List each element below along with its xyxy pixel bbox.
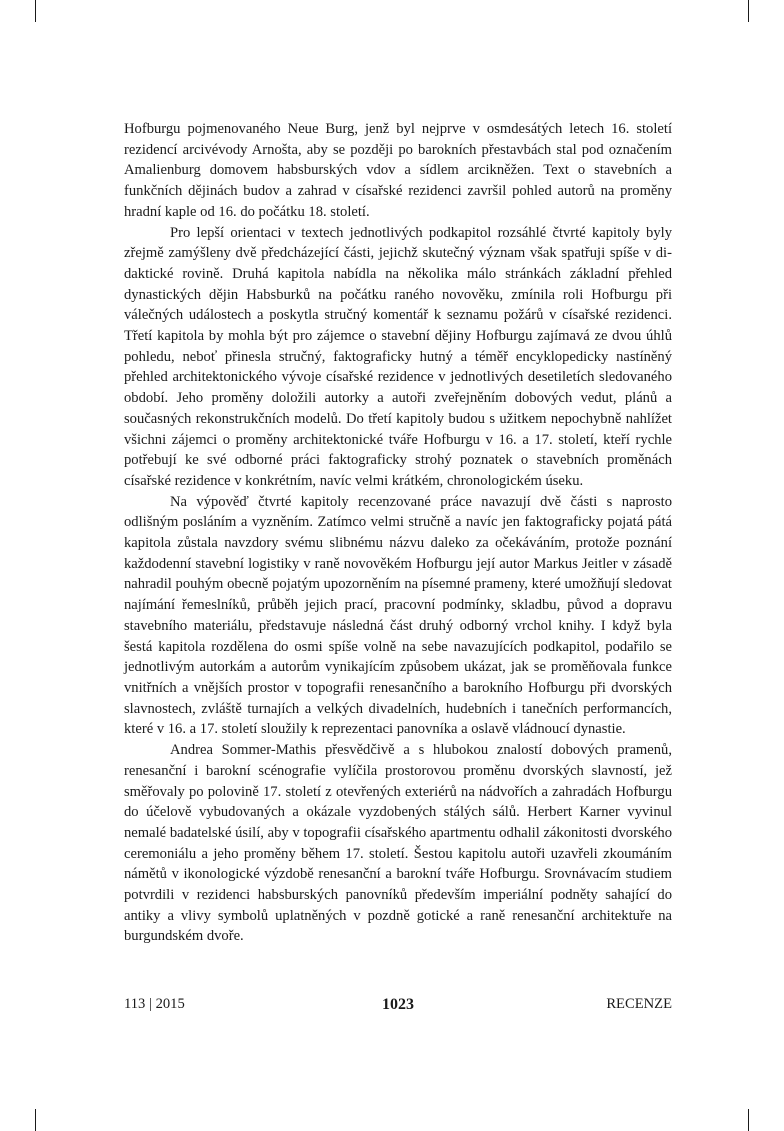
crop-mark-bottom-left [35, 1109, 36, 1131]
body-text [124, 119, 672, 947]
section-label: RECENZE [606, 996, 672, 1012]
crop-mark-top-right [748, 0, 749, 22]
page-number: 1023 [382, 996, 414, 1013]
paragraph-1: Hofburgu pojmenovaného Neue Burg, jenž byl nejprve v osmdesátých letech 16. století rezidencí arcivévody Arnošta, aby se později po barokních přestavbách stal pod označením Amalienburg domovem habsburských vdov a sídlem arcikněžen. Text o stavebních a funkčních dějinách budov a zahrad v císařské rezidenci završil pohled autorů na proměny hradní kaple od 16. do počátku 18. století. [124, 121, 672, 220]
page-footer [124, 996, 672, 1020]
crop-mark-top-left [35, 0, 36, 22]
paragraph-4: Andrea Sommer-Mathis přesvědčivě a s hlubokou znalostí dobových pramenů, renesanční i barokní scénografie vylíčila prostorovou proměnu dvorských slavností, jež směřovaly po polovině 17. století z otevřených exteriérů na nádvořích a zahradách Hofburgu do účelově vybudovaných a okázale vyzdobených stálých sálů. Herbert Karner vyvinul nemalé badatelské úsilí, aby v topografii císařského apartmentu odhalil zákonitosti dvorského ceremoniálu a jeho proměny během 17. století. Šestou kapitolu autoři uzavřeli zkoumáním námětů v ikonologické výzdobě renesanční a barokní tváře Hofburgu. Srovnávacím studiem potvrdili v rezidenci habsburských panovníků především imperiální podněty sahající do antiky a vlivy symbolů uplatněných v pozdně gotické a raně renesanční architektuře na burgundském dvoře. [124, 742, 672, 945]
issue-label: 113 | 2015 [124, 996, 185, 1012]
crop-mark-bottom-right [748, 1109, 749, 1131]
paragraph-3: Na výpověď čtvrté kapitoly recenzované práce navazují dvě části s naprosto odlišným posláním a vyzněním. Zatímco velmi stručně a navíc jen faktograficky pojatá pátá kapitola zůstala navzdory svému slibnému názvu daleko za očekáváním, protože poznání každodenní stavební logistiky v raně novověkém Hofburgu její autor Markus Jeitler v zásadě nahradil pouhým obecně pojatým upozorněním na písemné prameny, které umožňují sledovat najímání řemeslníků, průběh jejich prací, pracovní podmínky, skladbu, původ a dopravu stavebního materiálu, představuje následná část druhý odborný vrchol knihy. I když byla šestá kapitola rozdělena do osmi spíše volně na sebe navazujících podkapitol, podařilo se jednotlivým autorkám a autorům vynikajícím způsobem ukázat, jak se proměňovala funkce vnitřních a vnějších prostor v topografii renesančního a barokního Hofburgu při dvorských slavnostech, zvláště turnajích a velkých divadelních, hudebních i tanečních performancích, které v 16. a 17. století sloužily k reprezentaci panovníka a oslavě vládnoucí dynastie. [124, 493, 672, 738]
paragraph-2: Pro lepší orientaci v textech jednotlivých podkapitol rozsáhlé čtvrté kapitoly byly zřejmě zamýšleny dvě předcházející části, jejichž skutečný význam však spatřuji spíše v didaktické rovině. Druhá kapitola nabídla na několika málo stránkách základní přehled dynastických dějin Habsburků na počátku raného novověku, zmínila roli Hofburgu při válečných událostech a poskytla stručný komentář k seznamu požárů v císařské rezidenci. Třetí kapitola by mohla být pro zájemce o stavební dějiny Hofburgu zajímavá ze dvou úhlů pohledu, neboť přinesla stručný, faktograficky hutný a téměř encyklopedicky nastíněný přehled architektonického vývoje císařské rezidence v jednotlivých desetiletích sledovaného období. Jeho proměny doložili autorky a autoři zveřejněním dobových vedut, plánů a současných rekonstrukčních modelů. Do třetí kapitoly budou s užitkem nepochybně nahlížet všichni zájemci o proměny architektonické tváře Hofburgu v 16. a 17. století, kteří rychle potřebují ke své odborné práci faktograficky strohý poznatek o stavebních proměnách císařské rezidence v konkrétním, navíc velmi krátkém, chronologickém úseku. [124, 224, 672, 489]
